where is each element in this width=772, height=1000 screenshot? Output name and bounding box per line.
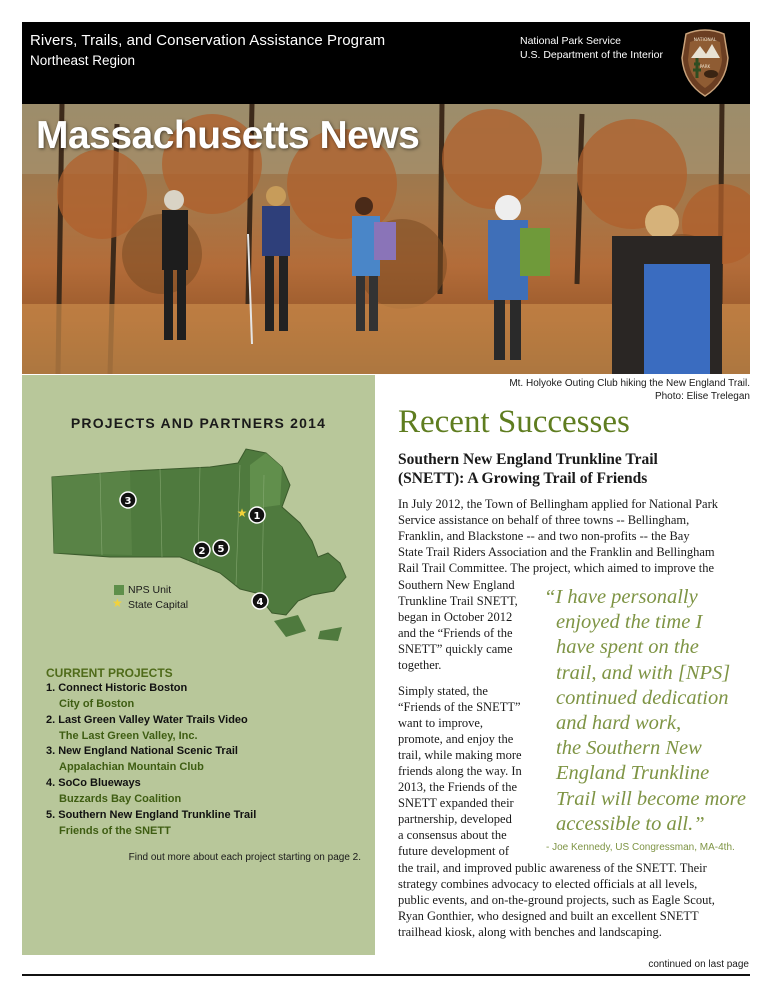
- body-line: promote, and enjoy the: [398, 732, 514, 746]
- legend-nps-unit: NPS Unit: [128, 584, 172, 596]
- project-partner: Friends of the SNETT: [59, 825, 171, 837]
- photo-caption: Mt. Holyoke Outing Club hiking the New England Trail.: [509, 378, 750, 389]
- legend-swatch-nps-unit: [114, 585, 124, 595]
- pull-quote: [544, 585, 759, 837]
- body-line: Franklin, and Blackstone -- and two non-profits -- the Bay: [398, 529, 690, 543]
- quote-line: accessible to all.”: [556, 812, 705, 835]
- program-title: Rivers, Trails, and Conservation Assistance Program: [30, 32, 386, 49]
- body-line: future development of: [398, 844, 510, 858]
- map-marker-5: [213, 540, 229, 556]
- map-marker-4: [252, 593, 268, 609]
- map-marker-2: [194, 542, 210, 558]
- quote-line: trail, and with [NPS]: [556, 661, 731, 684]
- body-line: Simply stated, the: [398, 684, 488, 698]
- body-line: “Friends of the SNETT”: [398, 700, 521, 714]
- current-projects-heading: CURRENT PROJECTS: [46, 666, 173, 680]
- quote-line: England Trunkline: [556, 762, 710, 785]
- body-line: SNETT” quickly came: [398, 642, 513, 656]
- body-line: friends along the way. In: [398, 764, 522, 778]
- svg-text:4: 4: [256, 597, 264, 608]
- svg-text:2: 2: [198, 546, 206, 557]
- project-partner: Buzzards Bay Coalition: [59, 793, 182, 805]
- project-partner: The Last Green Valley, Inc.: [59, 730, 198, 742]
- body-line: the trail, and improved public awareness of the SNETT. Their: [398, 861, 707, 875]
- body-line: a consensus about the: [398, 828, 507, 842]
- body-line: trail, while making more: [398, 748, 522, 762]
- body-line: want to improve,: [398, 716, 484, 730]
- body-line: In July 2012, the Town of Bellingham applied for National Park: [398, 497, 719, 511]
- map-marker-1: [249, 507, 265, 523]
- agency-line-2: U.S. Department of the Interior: [520, 49, 663, 61]
- body-line: Trunkline Trail SNETT,: [398, 594, 518, 608]
- svg-text:1: 1: [253, 511, 261, 522]
- project-item: 5. Southern New England Trunkline Trail: [46, 809, 257, 821]
- svg-text:NATIONAL: NATIONAL: [693, 38, 717, 43]
- body-line: SNETT expanded their: [398, 796, 514, 810]
- agency-line-1: National Park Service: [520, 35, 621, 47]
- body-line: Rail Trail Committee. The project, which aimed to improve the: [398, 561, 715, 575]
- quote-line: the Southern New: [556, 737, 702, 760]
- nps-arrowhead-icon: [678, 28, 732, 98]
- photo-credit: Photo: Elise Trelegan: [654, 391, 750, 402]
- project-item: 2. Last Green Valley Water Trails Video: [46, 714, 248, 726]
- project-partner: City of Boston: [59, 698, 135, 710]
- body-line: trailhead kiosk, along with benches and landscaping.: [398, 925, 662, 939]
- body-line: Southern New England: [398, 578, 515, 592]
- footer-rule: [22, 974, 750, 976]
- body-line: together.: [398, 658, 442, 672]
- quote-line: have spent on the: [556, 636, 699, 659]
- body-line: strategy combines advocacy to elected officials at all levels,: [398, 877, 698, 891]
- body-line: partnership, developed: [398, 812, 512, 826]
- section-title: Recent Successes: [398, 404, 630, 440]
- quote-line: and hard work,: [556, 712, 682, 735]
- body-line: State Trail Riders Association and the Franklin and Bellingham: [398, 545, 715, 559]
- project-partner: Appalachian Mountain Club: [59, 761, 204, 773]
- map-marker-3: [120, 492, 136, 508]
- project-item: 1. Connect Historic Boston: [46, 682, 188, 694]
- quote-line: enjoyed the time I: [556, 611, 703, 634]
- hero-photo: [22, 104, 750, 374]
- headline-line: Southern New England Trunkline Trail: [398, 451, 658, 468]
- program-region: Northeast Region: [30, 53, 136, 68]
- body-line: Ryan Gonthier, who designed and built an excellent SNETT: [398, 909, 699, 923]
- quote-attribution: - Joe Kennedy, US Congressman, MA-4th.: [546, 842, 735, 853]
- projects-sidebar: [22, 375, 375, 955]
- project-item: 4. SoCo Blueways: [46, 777, 141, 789]
- body-line: Service assistance on behalf of three towns -- Bellingham,: [398, 513, 690, 527]
- body-line: 2013, the Friends of the: [398, 780, 518, 794]
- svg-text:5: 5: [217, 544, 225, 555]
- find-out-more-note: Find out more about each project starting on page 2.: [128, 852, 361, 863]
- body-line: began in October 2012: [398, 610, 513, 624]
- body-line: and the “Friends of the: [398, 626, 513, 640]
- massachusetts-map: [50, 445, 350, 650]
- sidebar-heading: PROJECTS AND PARTNERS 2014: [70, 415, 327, 431]
- body-line: public events, and on-the-ground projects, such as Eagle Scout,: [398, 893, 715, 907]
- newsletter-title: Massachusetts News: [36, 114, 420, 157]
- quote-line: Trail will become more: [556, 787, 746, 810]
- state-capital-star: ★: [236, 506, 248, 520]
- headline-line: (SNETT): A Growing Trail of Friends: [398, 470, 648, 487]
- project-item: 3. New England National Scenic Trail: [46, 745, 238, 757]
- svg-text:3: 3: [124, 496, 132, 507]
- legend-star-icon: ★: [112, 596, 123, 610]
- svg-text:PARK: PARK: [699, 64, 711, 69]
- article-headline: [398, 450, 748, 488]
- continued-note: continued on last page: [648, 959, 749, 970]
- quote-line: “I have personally: [544, 586, 698, 608]
- legend-state-capital: State Capital: [128, 599, 189, 611]
- masthead: [22, 22, 750, 104]
- quote-line: continued dedication: [556, 686, 729, 709]
